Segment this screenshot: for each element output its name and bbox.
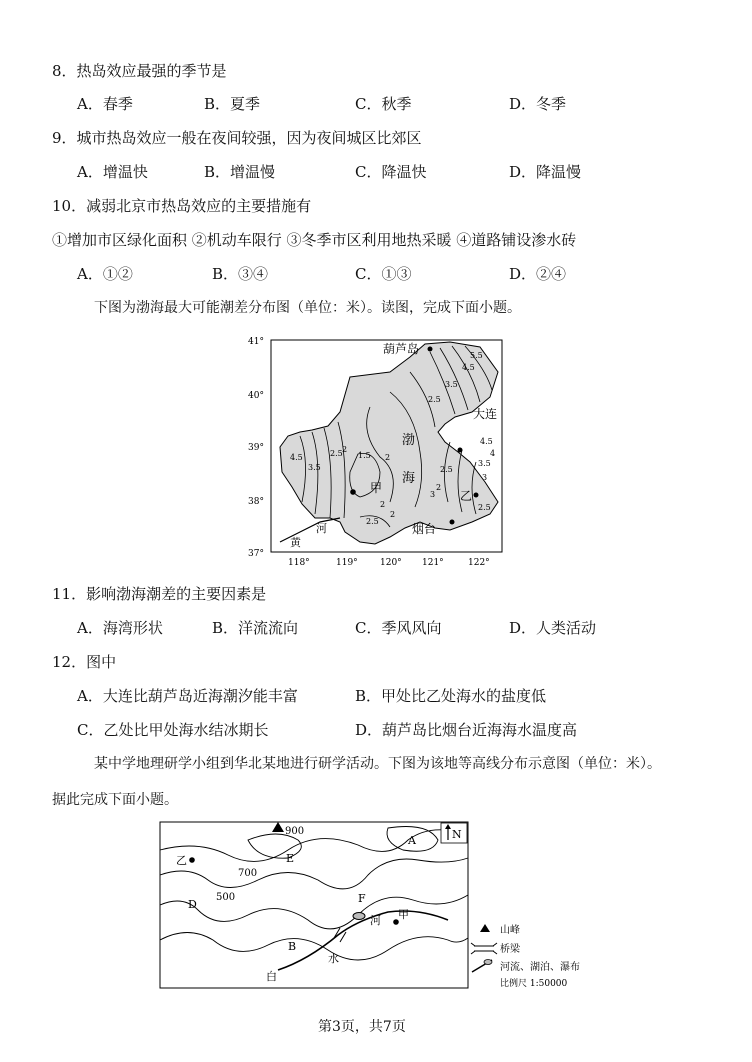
svg-text:2.5: 2.5 — [330, 449, 343, 458]
svg-text:4.5: 4.5 — [462, 363, 475, 372]
label-huang: 黄 — [290, 536, 301, 549]
label-jia: 甲 — [370, 481, 383, 495]
legend-bridge-icon — [471, 943, 497, 954]
lat-label: 40° — [248, 391, 264, 401]
svg-text:4.5: 4.5 — [290, 453, 303, 462]
svg-text:1.5: 1.5 — [358, 451, 371, 460]
svg-text:2: 2 — [385, 453, 391, 462]
label-e: E — [286, 852, 295, 865]
label-900: 900 — [285, 826, 305, 837]
q10-choices: ①增加市区绿化面积 ②机动车限行 ③冬季市区利用地热采暖 ④道路铺设渗水砖 — [52, 231, 577, 249]
q9-option-c: C．降温快 — [355, 163, 427, 181]
label-shui: 水 — [328, 952, 339, 965]
svg-text:4: 4 — [490, 449, 496, 458]
label-f: F — [358, 892, 366, 905]
svg-text:3.5: 3.5 — [308, 463, 321, 472]
lon-label: 118° — [288, 558, 310, 568]
svg-text:4.5: 4.5 — [480, 437, 493, 446]
q12-option-b: B．甲处比乙处海水的盐度低 — [355, 687, 547, 705]
q9-stem: 9．城市热岛效应一般在夜间较强，因为夜间城区比郊区 — [52, 129, 422, 147]
q10-option-a: A．①② — [77, 265, 133, 283]
intro-contour-line2: 据此完成下面小题。 — [52, 792, 178, 808]
legend-scale: 比例尺 1:50000 — [500, 979, 568, 989]
q11-option-d: D．人类活动 — [509, 619, 597, 637]
label-bo: 渤 — [402, 433, 416, 448]
q8-option-a: A．春季 — [77, 95, 133, 113]
yi-point — [474, 493, 479, 498]
lat-label: 41° — [248, 337, 264, 347]
svg-text:3: 3 — [482, 473, 488, 482]
legend-bridge: 桥梁 — [500, 944, 520, 955]
legend-peak: 山峰 — [500, 925, 520, 936]
svg-text:2.5: 2.5 — [478, 503, 491, 512]
svg-text:3: 3 — [430, 490, 436, 499]
svg-text:2.5: 2.5 — [440, 465, 453, 474]
q8-stem: 8．热岛效应最强的季节是 — [52, 62, 227, 80]
q12-option-a: A．大连比葫芦岛近海潮汐能丰富 — [77, 687, 298, 705]
yantai-point — [450, 520, 455, 525]
q12-option-c: C．乙处比甲处海水结冰期长 — [77, 721, 269, 739]
lon-label: 122° — [468, 558, 490, 568]
svg-text:3.5: 3.5 — [445, 380, 458, 389]
page-footer: 第3页，共7页 — [318, 1019, 406, 1035]
place-dalian: 大连 — [473, 407, 498, 421]
contour-map — [158, 820, 610, 992]
svg-text:2.5: 2.5 — [428, 395, 441, 404]
lon-label: 121° — [422, 558, 444, 568]
lat-label: 39° — [248, 443, 264, 453]
q8-option-d: D．冬季 — [509, 95, 567, 113]
lon-label: 119° — [336, 558, 358, 568]
q10-option-d: D．②④ — [509, 265, 567, 283]
q10-stem: 10．减弱北京市热岛效应的主要措施有 — [52, 197, 312, 215]
q10-option-b: B．③④ — [212, 265, 269, 283]
svg-text:2: 2 — [436, 483, 442, 492]
svg-text:2.5: 2.5 — [366, 517, 379, 526]
label-yi: 乙 — [176, 854, 187, 867]
label-a: A — [408, 834, 416, 847]
lon-label: 120° — [380, 558, 402, 568]
place-huludao: 葫芦岛 — [383, 342, 420, 356]
q9-option-a: A．增温快 — [77, 163, 148, 181]
q10-option-c: C．①③ — [355, 265, 412, 283]
intro-contour-line1: 某中学地理研学小组到华北某地进行研学活动。下图为该地等高线分布示意图（单位：米）。 — [94, 756, 661, 772]
q9-option-b: B．增温慢 — [204, 163, 276, 181]
svg-text:3.5: 3.5 — [478, 459, 491, 468]
legend-peak-icon — [480, 924, 490, 932]
dalian-point — [458, 448, 463, 453]
svg-text:2: 2 — [342, 445, 348, 454]
label-yi: 乙 — [460, 489, 473, 503]
label-jia: 甲 — [398, 908, 409, 921]
q11-stem: 11．影响渤海潮差的主要因素是 — [52, 585, 267, 603]
lat-label: 38° — [248, 497, 264, 507]
label-700: 700 — [238, 868, 258, 879]
label-d: D — [188, 898, 197, 911]
yi-point — [189, 857, 195, 863]
huludao-point — [428, 347, 433, 352]
label-north: N — [452, 828, 462, 841]
q11-option-c: C．季风风向 — [355, 619, 442, 637]
svg-text:2: 2 — [380, 500, 386, 509]
svg-text:5.5: 5.5 — [470, 351, 483, 360]
label-he: 河 — [370, 914, 381, 927]
label-500: 500 — [216, 892, 236, 903]
label-bai: 白 — [266, 970, 277, 983]
label-hai: 海 — [402, 471, 416, 486]
q8-option-c: C．秋季 — [355, 95, 412, 113]
lat-label: 37° — [248, 549, 264, 559]
bohai-tidal-range-map — [240, 332, 506, 572]
q12-option-d: D．葫芦岛比烟台近海海水温度高 — [355, 721, 578, 739]
svg-text:2: 2 — [390, 510, 396, 519]
legend-water: 河流、湖泊、瀑布 — [500, 962, 580, 973]
jia-point — [350, 489, 356, 495]
q8-option-b: B．夏季 — [204, 95, 261, 113]
lake — [353, 913, 365, 920]
place-yantai: 烟台 — [412, 522, 437, 536]
q12-stem: 12．图中 — [52, 653, 117, 671]
q11-option-b: B．洋流流向 — [212, 619, 299, 637]
label-b: B — [288, 940, 297, 953]
label-he: 河 — [316, 522, 327, 535]
q11-option-a: A．海湾形状 — [77, 619, 163, 637]
intro-bohai: 下图为渤海最大可能潮差分布图（单位：米）。读图，完成下面小题。 — [94, 300, 521, 316]
q9-option-d: D．降温慢 — [509, 163, 582, 181]
